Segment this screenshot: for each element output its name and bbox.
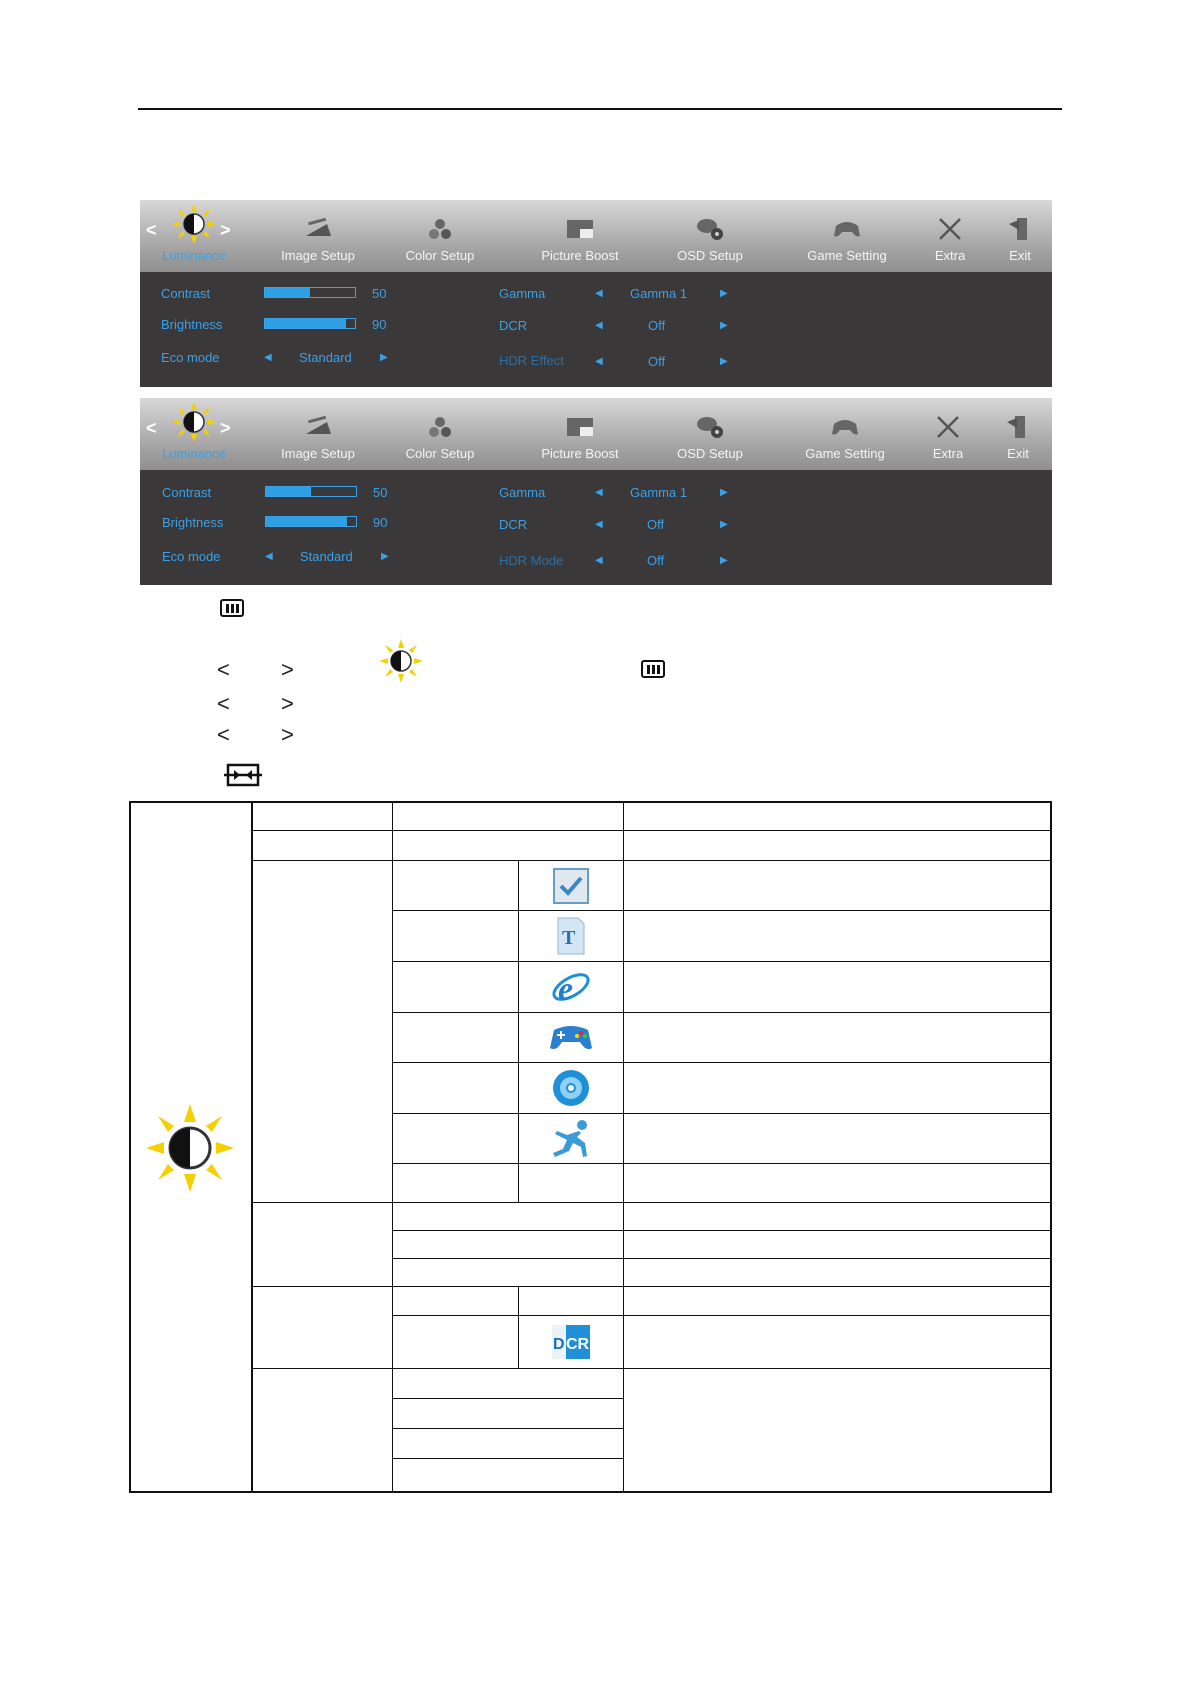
color-setup-icon	[425, 216, 455, 242]
gamma-value[interactable]: Gamma 1	[630, 286, 688, 301]
tab-label: Exit	[1007, 446, 1029, 461]
right-key-icon: >	[281, 722, 294, 747]
hdr-value[interactable]: Off	[647, 553, 665, 568]
left-key-icon: <	[217, 657, 230, 682]
table-cell	[623, 1113, 1052, 1164]
contrast-slider[interactable]	[264, 287, 356, 298]
table-cell	[392, 801, 624, 831]
tab-color-setup[interactable]	[380, 200, 500, 272]
contrast-value: 50	[372, 286, 387, 301]
svg-text:T: T	[562, 927, 576, 949]
tab-label: Exit	[1009, 248, 1031, 263]
osd-tab-bar	[140, 398, 1052, 470]
table-cell	[252, 1286, 393, 1369]
tab-label: Luminance	[162, 446, 226, 461]
tab-right-arrow[interactable]: >	[220, 220, 231, 240]
eco-game-icon	[518, 1012, 624, 1063]
hdr-value[interactable]: Off	[648, 354, 666, 369]
tab-label: Color Setup	[405, 248, 475, 263]
tab-label: Game Setting	[805, 446, 885, 461]
table-cell	[392, 860, 519, 911]
tab-label: Picture Boost	[541, 248, 619, 263]
table-cell	[623, 961, 1052, 1013]
table-cell	[392, 1398, 624, 1429]
table-cell	[518, 1163, 624, 1203]
brightness-label: Brightness	[161, 317, 223, 332]
extra-icon	[933, 414, 963, 440]
extra-icon	[935, 216, 965, 242]
table-cell	[623, 1368, 1052, 1493]
tab-label: OSD Setup	[677, 248, 743, 263]
gamma-left-arrow[interactable]: ◀	[595, 487, 603, 498]
table-cell	[623, 910, 1052, 962]
osd-menu-panel-1	[140, 200, 1052, 387]
tab-image-setup[interactable]	[260, 200, 376, 272]
contrast-label: Contrast	[161, 286, 211, 301]
table-cell	[392, 1012, 519, 1063]
hdr-right-arrow[interactable]: ▶	[720, 555, 728, 566]
exit-icon	[1003, 414, 1033, 440]
picture-boost-icon	[565, 414, 595, 440]
tab-color-setup[interactable]	[380, 398, 500, 470]
svg-text:D: D	[553, 1336, 565, 1353]
exit-icon	[1005, 216, 1035, 242]
right-key-icon: >	[281, 657, 294, 682]
contrast-slider-fill	[266, 487, 311, 496]
table-cell	[392, 1315, 519, 1369]
dcr-left-arrow[interactable]: ◀	[595, 519, 603, 530]
osd-setup-icon	[695, 216, 725, 242]
tab-picture-boost[interactable]	[510, 398, 650, 470]
brightness-slider[interactable]	[264, 318, 356, 329]
dcr-value[interactable]: Off	[648, 318, 666, 333]
header-rule	[138, 108, 1062, 110]
tab-label: OSD Setup	[677, 446, 743, 461]
table-cell	[623, 1202, 1052, 1231]
eco-mode-right-arrow[interactable]: ▶	[381, 551, 389, 562]
dcr-label: DCR	[499, 318, 528, 333]
table-cell	[392, 1202, 624, 1231]
eco-mode-left-arrow[interactable]: ◀	[265, 551, 273, 562]
svg-text:e: e	[558, 971, 574, 1008]
eco-movie-icon	[518, 1062, 624, 1114]
eco-mode-left-arrow[interactable]: ◀	[264, 352, 272, 363]
contrast-label: Contrast	[162, 485, 212, 500]
tab-game-setting[interactable]	[770, 398, 920, 470]
table-cell	[623, 860, 1052, 911]
table-cell	[623, 830, 1052, 861]
hdr-left-arrow[interactable]: ◀	[595, 356, 603, 367]
tab-label: Image Setup	[281, 248, 355, 263]
tab-exit[interactable]	[988, 398, 1048, 470]
dcr-icon	[518, 1315, 624, 1369]
sun-contrast-icon	[172, 402, 216, 442]
dcr-right-arrow[interactable]: ▶	[720, 320, 728, 331]
table-cell	[392, 1163, 519, 1203]
hdr-mode-label: HDR Mode	[499, 553, 564, 568]
tab-right-arrow[interactable]: >	[220, 418, 231, 438]
game-setting-icon	[832, 216, 862, 242]
tab-label: Picture Boost	[541, 446, 619, 461]
table-cell	[518, 1286, 624, 1316]
tab-image-setup[interactable]	[260, 398, 376, 470]
dcr-label: DCR	[499, 517, 528, 532]
table-cell	[623, 801, 1052, 831]
image-setup-icon	[303, 414, 333, 440]
dcr-left-arrow[interactable]: ◀	[595, 320, 603, 331]
osd-setup-icon	[695, 414, 725, 440]
luminance-settings-table	[129, 801, 1052, 1493]
table-cell	[252, 830, 393, 861]
left-key-icon: <	[217, 722, 230, 747]
table-cell	[623, 1062, 1052, 1114]
eco-mode-value[interactable]: Standard	[300, 549, 353, 564]
menu-button-icon	[641, 660, 665, 678]
tab-left-arrow[interactable]: <	[146, 220, 157, 240]
table-cell	[623, 1012, 1052, 1063]
table-cell	[392, 1286, 519, 1316]
eco-text-icon	[518, 910, 624, 962]
auto-exit-key-icon	[224, 762, 262, 788]
table-cell	[392, 1428, 624, 1459]
eco-sports-icon	[518, 1113, 624, 1164]
tab-game-setting[interactable]	[772, 200, 922, 272]
table-cell	[392, 1113, 519, 1164]
tab-extra[interactable]	[908, 398, 988, 470]
menu-button-icon	[220, 599, 244, 617]
tab-label: Image Setup	[281, 446, 355, 461]
eco-mode-label: Eco mode	[162, 549, 221, 564]
table-cell	[252, 860, 393, 1203]
tab-osd-setup[interactable]	[650, 200, 770, 272]
table-cell	[392, 1062, 519, 1114]
eco-standard-icon	[518, 860, 624, 911]
table-cell	[623, 1258, 1052, 1287]
table-cell	[392, 1230, 624, 1259]
table-cell	[623, 1230, 1052, 1259]
tab-label: Extra	[934, 248, 966, 263]
sun-contrast-icon	[172, 204, 216, 244]
eco-mode-right-arrow[interactable]: ▶	[380, 352, 388, 363]
table-cell	[392, 1368, 624, 1399]
brightness-value: 90	[372, 317, 387, 332]
tab-luminance[interactable]	[150, 200, 238, 272]
table-cell	[252, 1202, 393, 1287]
dcr-value[interactable]: Off	[647, 517, 665, 532]
luminance-icon	[379, 639, 423, 683]
gamma-value[interactable]: Gamma 1	[630, 485, 688, 500]
contrast-slider[interactable]	[265, 486, 357, 497]
svg-text:CR: CR	[566, 1336, 590, 1353]
osd-tab-bar	[140, 200, 1052, 272]
hdr-left-arrow[interactable]: ◀	[595, 555, 603, 566]
table-cell	[392, 1458, 624, 1493]
gamma-left-arrow[interactable]: ◀	[595, 288, 603, 299]
tab-left-arrow[interactable]: <	[146, 418, 157, 438]
brightness-slider-fill	[266, 517, 347, 526]
tab-luminance[interactable]	[150, 398, 238, 470]
luminance-icon	[146, 1104, 234, 1192]
tab-osd-setup[interactable]	[650, 398, 770, 470]
table-cell	[392, 830, 624, 861]
table-cell	[392, 1258, 624, 1287]
eco-mode-value[interactable]: Standard	[299, 350, 352, 365]
game-setting-icon	[830, 414, 860, 440]
dcr-right-arrow[interactable]: ▶	[720, 519, 728, 530]
left-key-icon: <	[217, 691, 230, 716]
eco-internet-icon	[518, 961, 624, 1013]
right-key-icon: >	[281, 691, 294, 716]
picture-boost-icon	[565, 216, 595, 242]
gamma-label: Gamma	[499, 286, 546, 301]
gamma-right-arrow[interactable]: ▶	[720, 487, 728, 498]
hdr-label: HDR Effect	[499, 353, 564, 368]
brightness-slider-fill	[265, 319, 346, 328]
tab-picture-boost[interactable]	[510, 200, 650, 272]
eco-mode-label: Eco mode	[161, 350, 220, 365]
tab-exit[interactable]	[990, 200, 1050, 272]
table-cell	[252, 801, 393, 831]
gamma-label: Gamma	[499, 485, 546, 500]
hdr-right-arrow[interactable]: ▶	[720, 356, 728, 367]
image-setup-icon	[303, 216, 333, 242]
osd-menu-panel-2	[140, 398, 1052, 585]
table-cell	[623, 1163, 1052, 1203]
tab-label: Game Setting	[807, 248, 887, 263]
table-cell	[392, 910, 519, 962]
color-setup-icon	[425, 414, 455, 440]
contrast-slider-fill	[265, 288, 310, 297]
brightness-label: Brightness	[162, 515, 224, 530]
brightness-slider[interactable]	[265, 516, 357, 527]
table-cell	[623, 1315, 1052, 1369]
tab-label: Extra	[932, 446, 964, 461]
brightness-value: 90	[373, 515, 388, 530]
tab-extra[interactable]	[910, 200, 990, 272]
table-cell	[252, 1368, 393, 1493]
contrast-value: 50	[373, 485, 388, 500]
table-cell	[623, 1286, 1052, 1316]
tab-label: Color Setup	[405, 446, 475, 461]
tab-label: Luminance	[162, 248, 226, 263]
table-cell	[392, 961, 519, 1013]
gamma-right-arrow[interactable]: ▶	[720, 288, 728, 299]
